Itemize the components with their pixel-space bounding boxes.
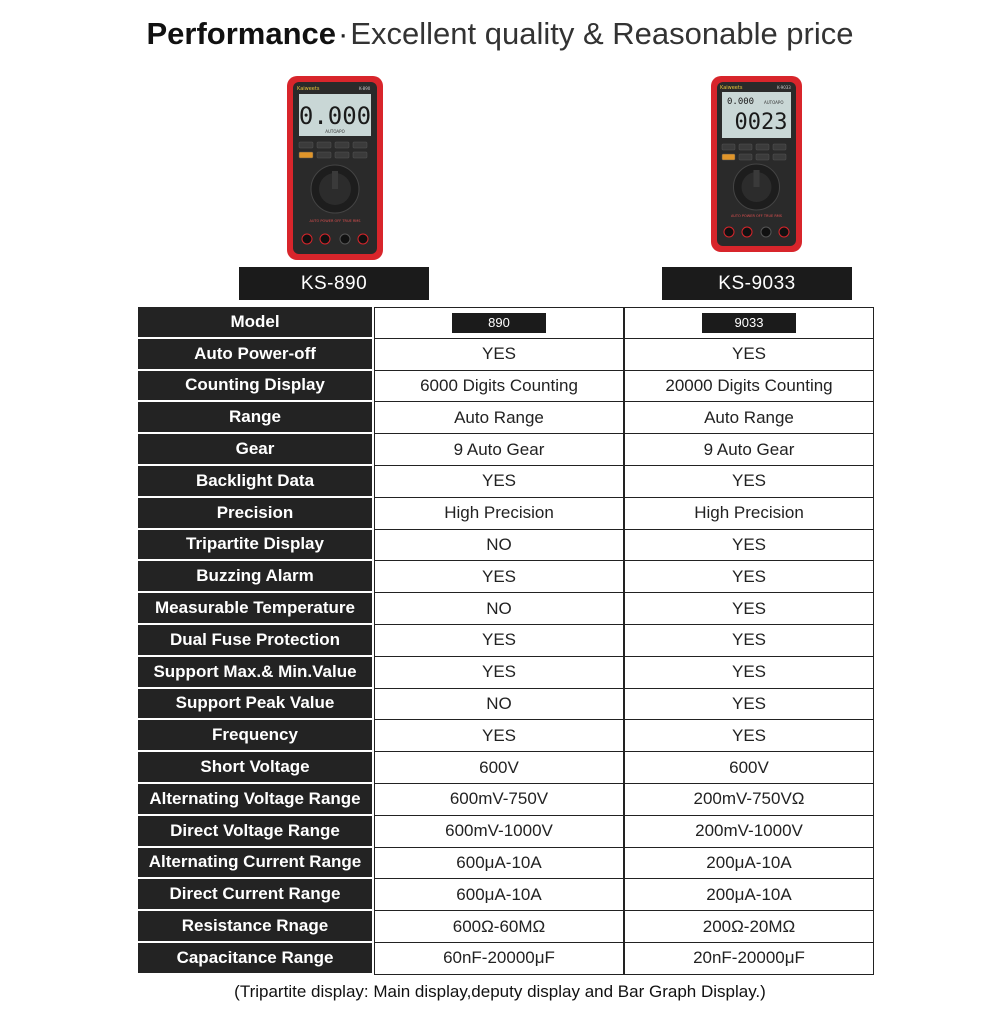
model-mark: K-9033 [777, 85, 791, 90]
cell-ks890: Auto Range [374, 402, 624, 434]
cell-ks890: 600Ω-60MΩ [374, 911, 624, 943]
cell-ks890: NO [374, 689, 624, 721]
title-subtitle: Excellent quality & Reasonable price [350, 16, 854, 51]
row-label: Resistance Rnage [138, 911, 372, 943]
cell-ks890: High Precision [374, 498, 624, 530]
screen-caption: AUTOAPO [325, 129, 345, 134]
row-label: Tripartite Display [138, 530, 372, 562]
table-row [138, 720, 874, 752]
row-label: Support Peak Value [138, 689, 372, 721]
cell-ks9033: YES [624, 689, 874, 721]
product-image-ks890 [285, 74, 385, 262]
panel-text: AUTO POWER OFF TRUE RMS [309, 219, 361, 223]
brand-mark: Kaiweets [720, 85, 743, 91]
table-row [138, 498, 874, 530]
row-label: Short Voltage [138, 752, 372, 784]
table-row [138, 879, 874, 911]
spec-comparison-table [138, 307, 874, 975]
cell-ks890: YES [374, 657, 624, 689]
cell-ks9033: YES [624, 561, 874, 593]
row-label: Auto Power-off [138, 339, 372, 371]
title-bold: Performance [146, 16, 336, 51]
table-row [138, 625, 874, 657]
page-title [0, 14, 1000, 54]
cell-ks890: YES [374, 339, 624, 371]
row-label: Backlight Data [138, 466, 372, 498]
row-label: Measurable Temperature [138, 593, 372, 625]
cell-ks9033: 200Ω-20MΩ [624, 911, 874, 943]
table-row [138, 402, 874, 434]
cell-ks890: NO [374, 530, 624, 562]
cell-ks9033: YES [624, 625, 874, 657]
table-row [138, 561, 874, 593]
brand-mark: Kaiweets [297, 86, 320, 92]
cell-ks9033: Auto Range [624, 402, 874, 434]
row-label: Range [138, 402, 372, 434]
table-row [138, 911, 874, 943]
table-row [138, 593, 874, 625]
table-row [138, 943, 874, 975]
model-tag-ks9033: KS-9033 [662, 267, 852, 300]
row-label: Gear [138, 434, 372, 466]
table-row [138, 434, 874, 466]
cell-ks9033: 200μA-10A [624, 848, 874, 880]
table-row [138, 371, 874, 403]
cell-ks9033: High Precision [624, 498, 874, 530]
model-chip: 890 [452, 313, 546, 333]
row-label: Model [138, 307, 372, 339]
screen-caption: AUTOAPO [764, 100, 784, 105]
screen-value: 0023 [734, 110, 788, 135]
cell-ks9033: 20000 Digits Counting [624, 371, 874, 403]
model-chip: 9033 [702, 313, 796, 333]
row-label: Capacitance Range [138, 943, 372, 975]
cell-ks9033: YES [624, 720, 874, 752]
cell-ks890: 600μA-10A [374, 848, 624, 880]
cell-ks9033: 9 Auto Gear [624, 434, 874, 466]
table-row [138, 339, 874, 371]
row-label: Direct Voltage Range [138, 816, 372, 848]
table-row [138, 307, 874, 339]
panel-text: AUTO POWER OFF TRUE RMS [730, 214, 783, 218]
table-row [138, 848, 874, 880]
table-row [138, 784, 874, 816]
row-label: Direct Current Range [138, 879, 372, 911]
cell-ks9033: YES [624, 593, 874, 625]
model-mark: K-890 [359, 86, 371, 91]
cell-ks890: YES [374, 466, 624, 498]
row-label: Frequency [138, 720, 372, 752]
screen-top: 0.000 [727, 97, 755, 107]
cell-ks890: NO [374, 593, 624, 625]
cell-ks890: 600mV-1000V [374, 816, 624, 848]
table-row [138, 657, 874, 689]
cell-ks9033: 600V [624, 752, 874, 784]
multimeter-ks9033-illustration [709, 74, 804, 254]
table-row [138, 816, 874, 848]
table-row [138, 752, 874, 784]
row-label: Dual Fuse Protection [138, 625, 372, 657]
cell-ks890: YES [374, 561, 624, 593]
cell-ks890: 6000 Digits Counting [374, 371, 624, 403]
row-label: Buzzing Alarm [138, 561, 372, 593]
model-tag-ks890: KS-890 [239, 267, 429, 300]
multimeter-ks890-illustration [285, 74, 385, 262]
cell-ks890: 60nF-20000μF [374, 943, 624, 975]
row-label: Support Max.& Min.Value [138, 657, 372, 689]
table-row [138, 466, 874, 498]
cell-ks9033: 200mV-750VΩ [624, 784, 874, 816]
product-image-ks9033 [709, 74, 804, 254]
cell-ks9033: YES [624, 339, 874, 371]
cell-ks9033: YES [624, 466, 874, 498]
cell-ks9033: 200mV-1000V [624, 816, 874, 848]
cell-ks9033 [624, 307, 874, 339]
footnote: (Tripartite display: Main display,deputy display and Bar Graph Display.) [234, 982, 766, 1001]
table-row [138, 689, 874, 721]
cell-ks9033: YES [624, 657, 874, 689]
cell-ks890: YES [374, 720, 624, 752]
row-label: Precision [138, 498, 372, 530]
cell-ks890: 9 Auto Gear [374, 434, 624, 466]
cell-ks9033: 200μA-10A [624, 879, 874, 911]
table-row [138, 530, 874, 562]
cell-ks890: YES [374, 625, 624, 657]
cell-ks9033: 20nF-20000μF [624, 943, 874, 975]
screen-value: 0.000 [298, 102, 372, 130]
row-label: Counting Display [138, 371, 372, 403]
cell-ks890: 600mV-750V [374, 784, 624, 816]
cell-ks9033: YES [624, 530, 874, 562]
cell-ks890 [374, 307, 624, 339]
title-separator: · [338, 16, 349, 51]
cell-ks890: 600V [374, 752, 624, 784]
row-label: Alternating Current Range [138, 848, 372, 880]
row-label: Alternating Voltage Range [138, 784, 372, 816]
cell-ks890: 600μA-10A [374, 879, 624, 911]
